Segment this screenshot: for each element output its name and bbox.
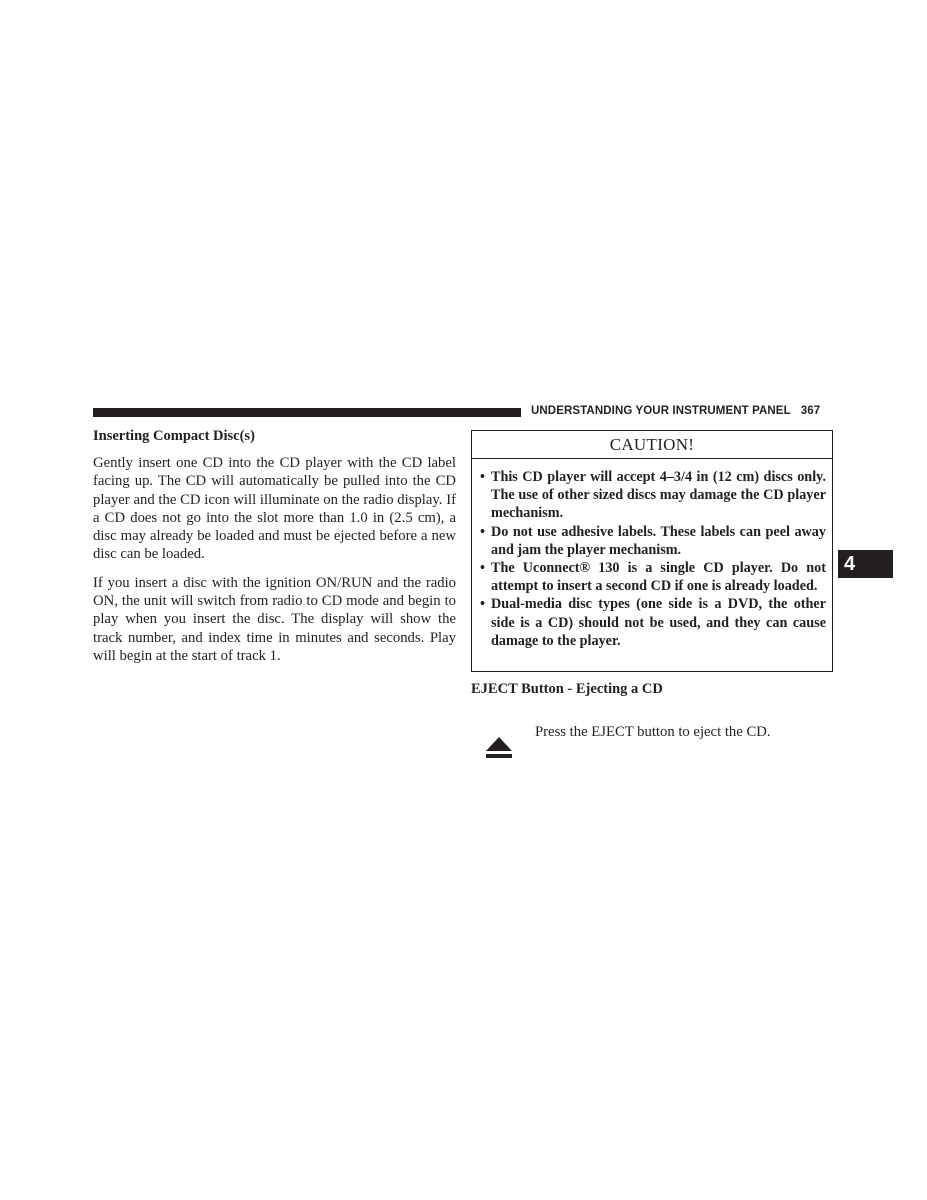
caution-item	[480, 559, 826, 595]
running-header	[531, 405, 837, 417]
caution-item	[480, 595, 826, 650]
caution-item	[480, 468, 826, 523]
paragraph-inserting: Gently insert one CD into the CD player with the CD label facing up. The CD will automatically be pulled into the CD player and the CD icon will illuminate on the radio display. If a CD does not go into the slot more than 1.0 in (2.5 cm), a disc may already be loaded and must be ejected before a new disc can be loaded.	[93, 455, 456, 563]
header-title: UNDERSTANDING YOUR INSTRUMENT PANEL	[531, 405, 791, 417]
paragraph-ignition: If you insert a disc with the ignition ON/RUN and the radio ON, the unit will switch from radio to CD mode and begin to play when you insert the disc. The display will show the track number, and index time in minutes and seconds. Play will begin at the start of track 1.	[93, 574, 456, 664]
eject-instruction: Press the EJECT button to eject the CD.	[535, 724, 771, 740]
bullet: •	[480, 469, 485, 485]
caution-item	[480, 523, 826, 559]
caution-item-text: This CD player will accept 4–3/4 in (12 cm) discs only. The use of other sized discs may damage the CD player mechanism.	[491, 469, 826, 522]
header-rule	[93, 408, 521, 417]
eject-icon	[486, 737, 512, 759]
bullet: •	[480, 560, 485, 577]
eject-heading: EJECT Button - Ejecting a CD	[471, 681, 663, 697]
caution-box	[471, 430, 833, 672]
section-heading: Inserting Compact Disc(s)	[93, 428, 255, 444]
bullet: •	[480, 596, 485, 613]
caution-title: CAUTION!	[472, 431, 832, 459]
page-number: 367	[800, 405, 821, 417]
section-tab: 4	[838, 550, 893, 578]
caution-item-text: Dual-media disc types (one side is a DVD, the other side is a CD) should not be used, and they can cause damage to the player.	[491, 596, 826, 649]
caution-item-text: Do not use adhesive labels. These labels can peel away and jam the player mechanism.	[491, 523, 826, 558]
caution-item-text: The Uconnect® 130 is a single CD player. Do not attempt to insert a second CD if one is already loaded.	[491, 560, 826, 595]
bullet: •	[480, 523, 485, 540]
left-column	[93, 426, 456, 675]
caution-list	[472, 459, 832, 650]
